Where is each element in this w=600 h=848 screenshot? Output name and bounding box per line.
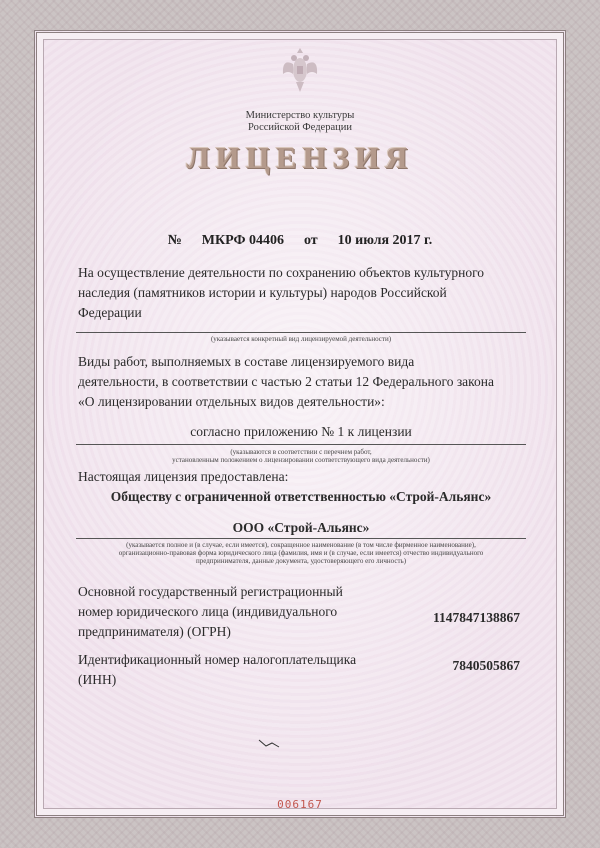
- russian-coat-of-arms-icon: [280, 44, 320, 96]
- inn-label: [78, 650, 398, 690]
- works-line-1: Виды работ, выполняемых в составе лицензируемого вида: [78, 354, 415, 369]
- license-number-value: МКРФ 04406: [201, 233, 284, 248]
- activity-line-3: Федерации: [78, 305, 142, 320]
- ministry-line-2: Российской Федерации: [248, 122, 352, 133]
- works-text: [78, 352, 524, 412]
- holder-note-line-1: (указывается полное и (в случае, если имеется), сокращенное наименование (в том числе фирменное наименование),: [126, 541, 476, 549]
- works-note-line-2: установленным положением о лицензировании соответствующего вида деятельности): [172, 456, 430, 464]
- holder-intro: Настоящая лицензия предоставлена:: [78, 469, 289, 484]
- inn-label-line-1: Идентификационный номер налогоплательщика: [78, 652, 357, 667]
- activity-line-1: На осуществление деятельности по сохранению объектов культурного: [78, 265, 485, 280]
- license-number: [0, 233, 600, 249]
- serial-number: 006167: [277, 798, 323, 811]
- divider: [76, 538, 526, 539]
- ogrn-label-line-2: номер юридического лица (индивидуального: [78, 604, 338, 619]
- ministry-name: [0, 110, 600, 134]
- holder-note: [76, 541, 526, 565]
- inn-value: 7840505867: [452, 658, 520, 673]
- activity-line-2: наследия (памятников истории и культуры) народов Российской: [78, 285, 447, 300]
- ministry-line-1: Министерство культуры: [245, 110, 355, 121]
- ogrn-label-line-3: предпринимателя) (ОГРН): [78, 624, 231, 639]
- holder-short-name: ООО «Строй-Альянс»: [232, 520, 370, 535]
- activity-text: [78, 263, 524, 323]
- divider: [76, 332, 526, 333]
- holder-full-name: Обществу с ограниченной ответственностью «Строй-Альянс»: [110, 489, 492, 504]
- date-from-label: от: [303, 233, 318, 248]
- activity-note: (указывается конкретный вид лицензируемой деятельности): [210, 335, 392, 343]
- number-prefix: №: [167, 233, 182, 248]
- ogrn-value: 1147847138867: [432, 610, 520, 625]
- signature-mark-icon: [258, 738, 280, 748]
- divider: [76, 444, 526, 445]
- works-appendix: согласно приложению № 1 к лицензии: [190, 424, 412, 439]
- document-title: ЛИЦЕНЗИЯ: [186, 140, 414, 175]
- holder-note-line-3: предпринимателя, данные документа, удостоверяющего его личность): [195, 557, 407, 565]
- works-note-line-1: (указываются в соответствии с перечнем работ,: [230, 448, 372, 456]
- works-line-3: «О лицензировании отдельных видов деятельности»:: [78, 394, 385, 409]
- ogrn-label-line-1: Основной государственный регистрационный: [78, 584, 343, 599]
- inn-label-line-2: (ИНН): [78, 672, 117, 687]
- ogrn-label: [78, 582, 398, 642]
- holder-note-line-2: организационно-правовая форма юридического лица (фамилия, имя и (в случае, если имеется) отчество индивидуального: [118, 549, 484, 557]
- works-note: [76, 448, 526, 464]
- works-line-2: деятельности, в соответствии с частью 2 статьи 12 Федерального закона: [78, 374, 495, 389]
- license-date: 10 июля 2017 г.: [337, 233, 433, 248]
